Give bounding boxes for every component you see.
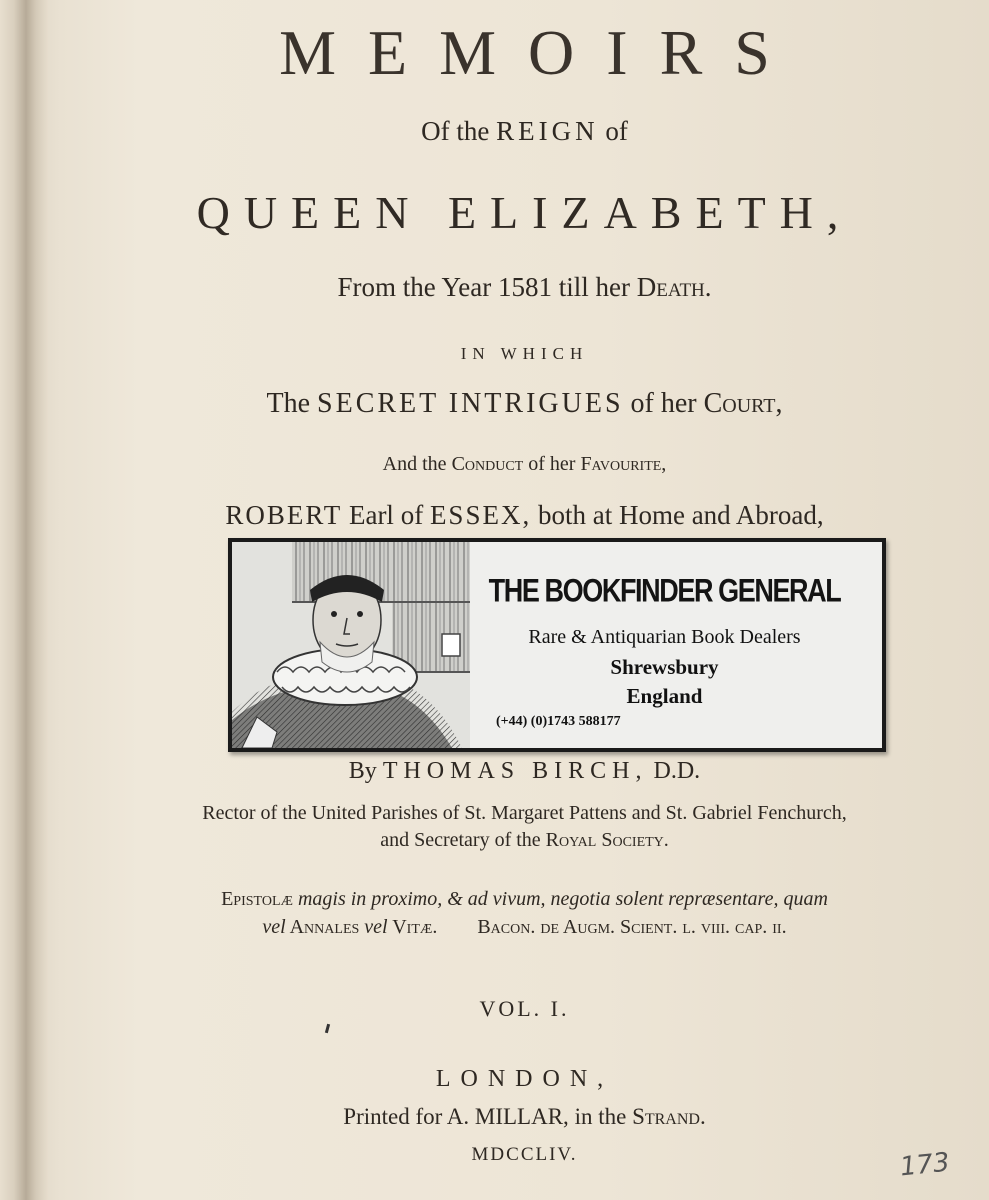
title-years-line xyxy=(60,272,989,303)
text-fragment: Strand. xyxy=(632,1104,706,1129)
text-fragment: of her xyxy=(623,388,704,419)
bookseller-phone: (+44) (0)1743 588177 xyxy=(496,714,621,729)
imprint-printer xyxy=(60,1104,989,1130)
text-fragment: Vitæ. xyxy=(387,916,438,938)
text-fragment: of xyxy=(598,116,628,146)
epigraph-line-1 xyxy=(60,888,989,911)
bookseller-label xyxy=(228,538,886,752)
text-fragment: From the Year 1581 till her xyxy=(337,272,637,302)
engraved-portrait-icon xyxy=(232,542,470,748)
text-fragment: Earl of xyxy=(342,500,430,530)
text-fragment: vel xyxy=(364,916,388,938)
pencil-note: 173 xyxy=(898,1147,952,1183)
text-fragment: both at Home and Abroad, xyxy=(531,500,824,530)
secretary-line xyxy=(60,829,989,852)
text-fragment: in the xyxy=(568,1104,633,1129)
imprint-city: LONDON, xyxy=(435,1066,614,1092)
title-essex-line xyxy=(60,500,989,531)
text-fragment: of her xyxy=(523,453,581,475)
text-fragment: D.D. xyxy=(647,758,701,784)
text-fragment: REIGN xyxy=(496,116,599,146)
title-queen-elizabeth: QUEEN ELIZABETH, xyxy=(196,187,853,238)
bookseller-text xyxy=(482,542,882,748)
imprint-date: MDCCLIV. xyxy=(471,1144,578,1165)
rector-line: Rector of the United Parishes of St. Margaret Pattens and St. Gabriel Fenchurch, xyxy=(202,802,847,824)
text-fragment: THOMAS BIRCH, xyxy=(382,758,648,784)
text-fragment: Favourite, xyxy=(580,453,667,475)
text-fragment: And the xyxy=(382,453,452,475)
epigraph-line-2 xyxy=(60,916,989,939)
title-reign-line xyxy=(60,116,989,147)
text-fragment: Court, xyxy=(703,388,783,419)
text-fragment: vel xyxy=(262,916,286,938)
text-fragment: A. MILLAR, xyxy=(446,1104,569,1129)
title-intrigues-line xyxy=(60,388,989,420)
text-fragment: ROBERT xyxy=(225,500,343,530)
text-fragment: Royal Society. xyxy=(545,829,669,851)
title-in-which: IN WHICH xyxy=(460,344,589,363)
text-fragment: The xyxy=(266,388,318,419)
text-fragment: Of the xyxy=(421,116,497,146)
text-fragment: SECRET INTRIGUES xyxy=(317,388,624,419)
text-fragment: magis in proximo, & ad vivum, negotia solent repræsentare, quam xyxy=(292,888,828,910)
bookseller-name: THE BOOKFINDER GENERAL xyxy=(488,572,841,609)
title-conduct-line xyxy=(60,453,989,476)
title-memoirs: MEMOIRS xyxy=(279,17,802,88)
text-fragment: and Secretary of the xyxy=(380,829,546,851)
bookseller-country: England xyxy=(626,684,703,708)
text-fragment: Printed for xyxy=(343,1104,447,1129)
volume-line: VOL. I. xyxy=(479,996,570,1021)
text-fragment: Bacon. de Augm. Scient. l. viii. cap. ii. xyxy=(437,916,787,938)
text-fragment: By xyxy=(348,758,383,784)
bookseller-city: Shrewsbury xyxy=(610,655,719,679)
text-fragment: Conduct xyxy=(451,453,524,475)
text-fragment: Annales xyxy=(285,916,365,938)
text-fragment: ESSEX, xyxy=(429,500,532,530)
text-fragment: Death. xyxy=(636,272,712,302)
bookseller-tagline: Rare & Antiquarian Book Dealers xyxy=(528,626,801,648)
text-fragment: Epistolæ xyxy=(221,888,293,910)
author-line xyxy=(60,758,989,785)
book-gutter xyxy=(0,0,48,1200)
ink-speck xyxy=(325,1024,330,1033)
